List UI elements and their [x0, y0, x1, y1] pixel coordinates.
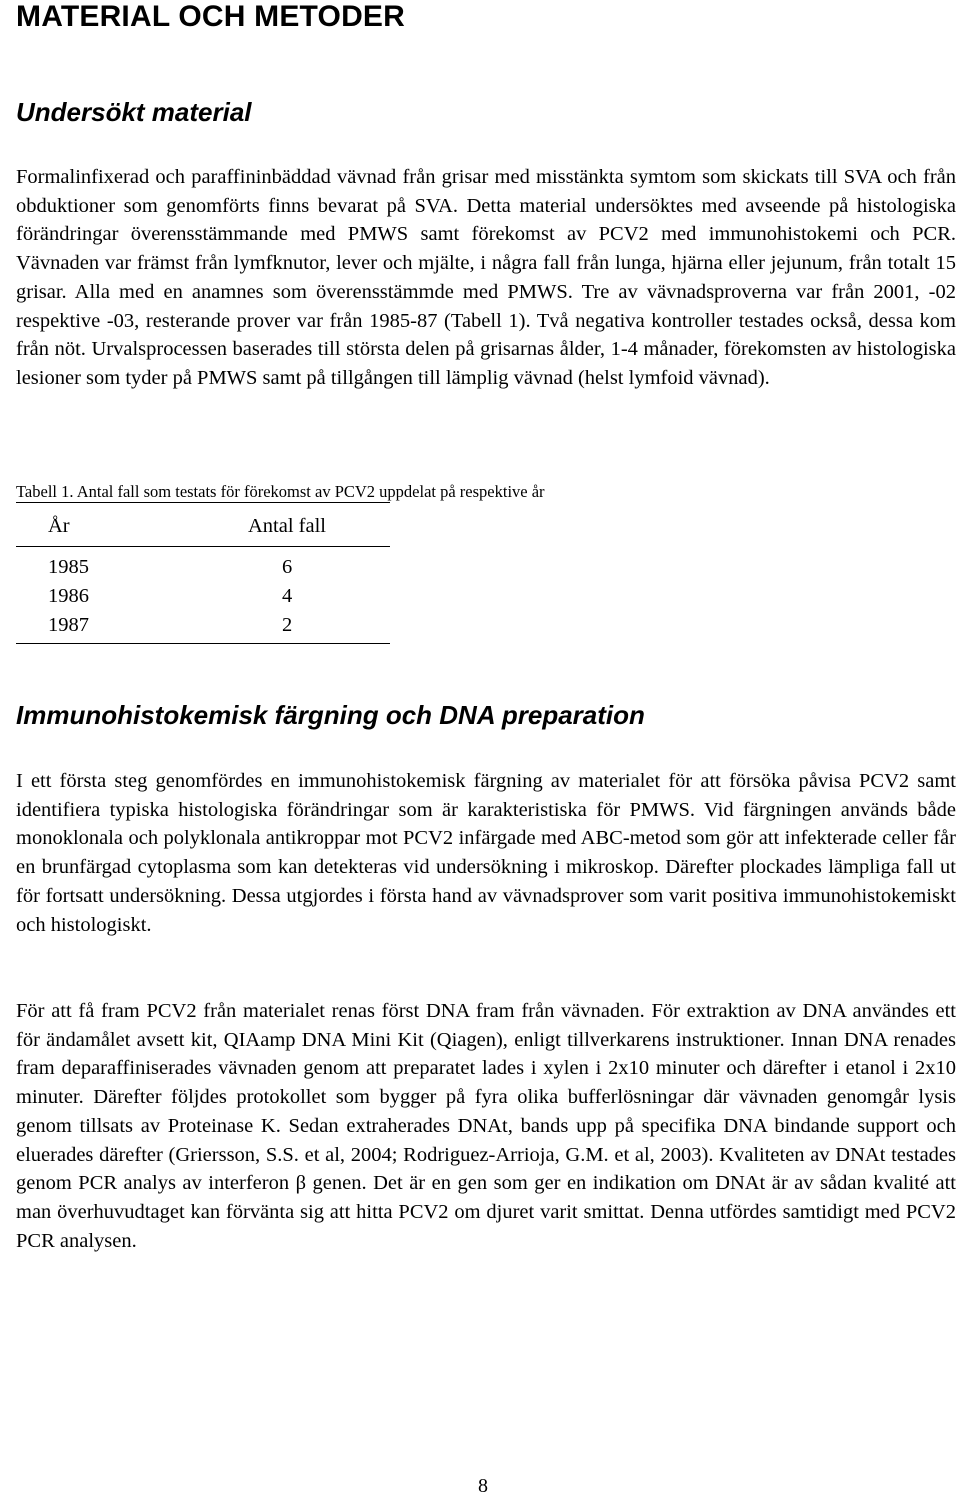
table-top-rule — [16, 502, 390, 503]
table-header-year: År — [48, 515, 70, 537]
table-header-rule — [16, 546, 390, 547]
section1-paragraph: Formalinfixerad och paraffininbäddad vävnad från grisar med misstänkta symtom som skickats till SVA och från obduktioner som genomförts finns bevarat på SVA. Detta material undersöktes med avseende på histologiska förändringar överensstämmande med PMWS samt förekomst av PCV2 med immunohistokemi och PCR. Vävnaden var främst från lymfknutor, lever och mjälte, i några fall från lunga, hjärna eller jejunum, från totalt 15 grisar. Alla med en anamnes som överensstämmde med PMWS. Tre av vävnadsproverna var från 2001, -02 respektive -03, resterande prover var från 1985-87 (Tabell 1). Två negativa kontroller testades också, dessa kom från nöt. Urvalsprocessen baserades till största delen på grisarnas ålder, 1-4 månader, förekomsten av histologiska lesioner som tyder på PMWS samt på tillgången till lämplig vävnad (helst lymfoid vävnad). — [16, 166, 956, 389]
table-cell-count: 4 — [282, 585, 293, 607]
table-cell-year: 1987 — [48, 614, 89, 636]
table-caption: Tabell 1. Antal fall som testats för förekomst av PCV2 uppdelat på respektive år — [16, 482, 545, 501]
table-bottom-rule — [16, 643, 390, 644]
table-cell-year: 1986 — [48, 585, 89, 607]
table-cell-count: 6 — [282, 556, 293, 578]
page-heading: MATERIAL OCH METODER — [16, 0, 406, 33]
table-cell-year: 1985 — [48, 556, 89, 578]
page-number: 8 — [478, 1475, 488, 1497]
section2-paragraph-2: För att få fram PCV2 från materialet renas först DNA fram från vävnaden. För extraktion av DNA användes ett för ändamålet avsett kit, QIAamp DNA Mini Kit (Qiagen), enligt tillverkarens instruktioner. Innan DNA renades fram deparaffiniserades vävnaden genom att preparatet lades i xylen i 2x10 minuter och därefter i etanol i 2x10 minuter. Därefter följdes protokollet som bygger på fyra olika bufferlösningar där vävnaden genomgår lysis genom tillsats av Proteinase K. Sedan extraherades DNAt, bands upp på specifika DNA bindande support och eluerades därefter (Griersson, S.S. et al, 2004; Rodriguez-Arrioja, G.M. et al, 2003). Kvaliteten av DNAt testades genom PCR analys av interferon β genen. Det är en gen som ger en indikation om DNAt är av sådan kvalité att man överhuvudtaget kan förvänta sig att hitta PCV2 om djuret varit smittat. Denna utfördes samtidigt med PCV2 PCR analysen. — [16, 1000, 956, 1252]
section2-paragraph-1: I ett första steg genomfördes en immunohistokemisk färgning av materialet för att försöka påvisa PCV2 samt identifiera typiska histologiska förändringar som är karakteristiska för PMWS. Vid färgningen används både monoklonala och polyklonala antikroppar mot PCV2 infärgade med ABC-metod som gör att infekterade celler får en brunfärgad cytoplasma som kan detekteras vid undersökning i mikroskop. Därefter plockades lämpliga fall ut för fortsatt undersökning. Dessa utgjordes i första hand av vävnadsprover som varit positiva immunohistokemiskt och histologiskt. — [16, 770, 956, 936]
section-title-undersokt-material: Undersökt material — [16, 97, 252, 127]
table-header-count: Antal fall — [248, 515, 326, 537]
section-title-immunohistokemisk: Immunohistokemisk färgning och DNA preparation — [16, 700, 645, 730]
table-cell-count: 2 — [282, 614, 293, 636]
